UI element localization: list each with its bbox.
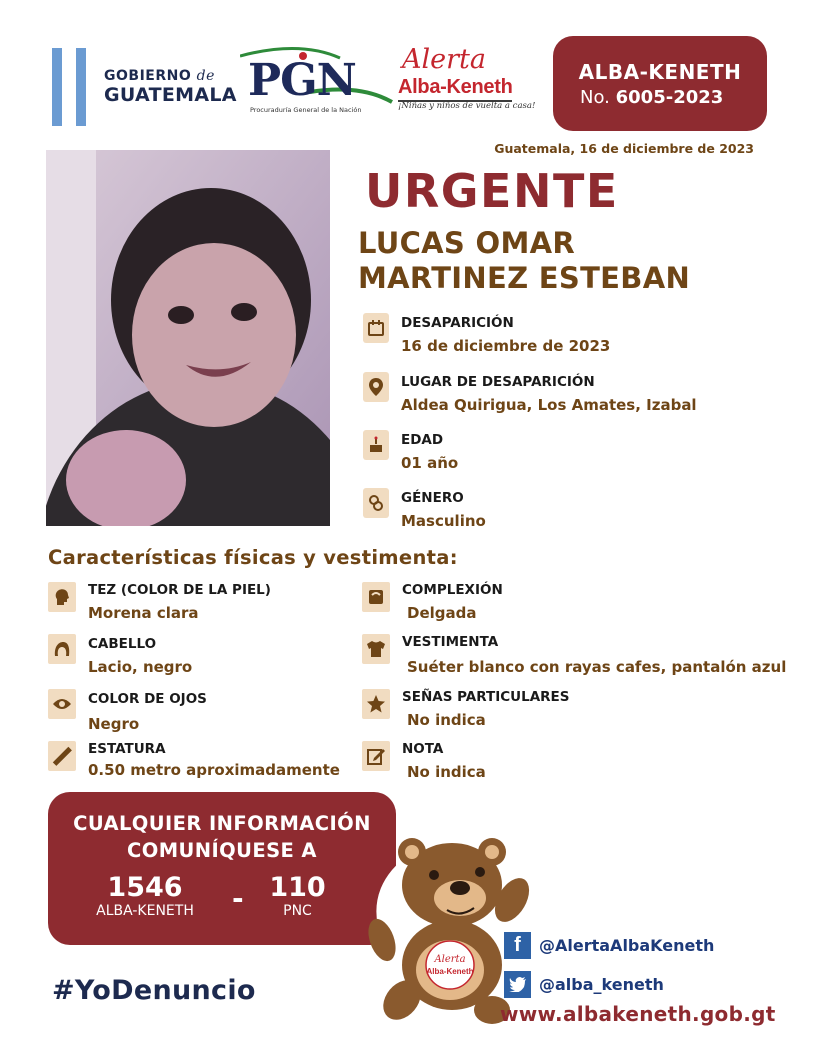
mascot-badge-word: Alerta [434,954,466,965]
twitter-bird-icon [504,971,531,998]
facebook-handle: @AlertaAlbaKeneth [539,936,715,955]
mascot-badge-name: Alba-Keneth [426,967,474,976]
contact-heading-line2: COMUNÍQUESE A [127,839,317,862]
twitter-link[interactable] [504,971,664,998]
urgent-heading: URGENTE [365,164,619,218]
char-value: Morena clara [88,604,199,622]
char-item-eye-color [48,689,207,733]
note-edit-icon [362,741,390,771]
cake-icon [363,430,389,460]
contact-heading [48,810,396,864]
photo-illustration [46,150,330,526]
char-item-height [48,741,340,779]
info-value: 16 de diciembre de 2023 [401,337,611,355]
info-value: Masculino [401,512,486,530]
location-pin-icon [363,372,389,402]
char-value: No indica [407,711,486,729]
bear-mascot-illustration [362,830,532,1030]
gender-icon [363,488,389,518]
twitter-handle: @alba_keneth [539,975,664,994]
info-item-age [363,430,459,472]
char-value: 0.50 metro aproximadamente [88,761,340,779]
facebook-link[interactable] [504,932,714,959]
char-label: NOTA [402,741,444,757]
char-item-hair [48,634,193,676]
ruler-icon [48,741,76,771]
char-value: Lacio, negro [88,658,193,676]
alert-badge-title: ALBA-KENETH [578,60,742,84]
char-item-skin [48,582,271,622]
info-label: EDAD [401,432,444,448]
hair-icon [48,634,76,664]
phone-number: 110 [269,872,326,903]
char-label: SEÑAS PARTICULARES [402,689,570,705]
person-name [358,226,690,296]
info-label: DESAPARICIÓN [401,315,514,331]
char-label: COMPLEXIÓN [402,582,503,598]
alerta-logo-word: Alerta [402,44,486,75]
hashtag: #YoDenuncio [52,975,256,1006]
char-label: CABELLO [88,636,157,652]
pgn-logo-subtitle: Procuraduría General de la Nación [250,106,362,114]
info-label: GÉNERO [401,490,464,506]
char-item-marks [362,689,570,729]
issue-date: Guatemala, 16 de diciembre de 2023 [494,141,754,156]
pgn-logo-text: PGN [248,55,356,106]
char-item-clothing [362,634,787,676]
char-value: Delgada [407,604,477,622]
head-profile-icon [48,582,76,612]
char-item-note [362,741,486,781]
calendar-icon [363,313,389,343]
contact-heading-line1: CUALQUIER INFORMACIÓN [73,812,371,835]
info-item-gender [363,488,486,530]
characteristics-heading: Características físicas y vestimenta: [48,546,458,569]
phone-alba-keneth [80,872,210,919]
eye-icon [48,689,76,719]
info-value: Aldea Quirigua, Los Amates, Izabal [401,396,697,414]
phone-label: ALBA-KENETH [96,903,194,919]
scale-icon [362,582,390,612]
government-logo-line1: GOBIERNO de [104,68,215,84]
person-name-line1: LUCAS OMAR [358,226,575,260]
char-label: COLOR DE OJOS [88,691,207,707]
alert-badge-number: No. 6005-2023 [580,87,724,108]
char-label: VESTIMENTA [402,634,499,650]
char-label: TEZ (COLOR DE LA PIEL) [88,582,271,598]
phone-separator: - [232,882,244,915]
facebook-icon: f [504,932,531,959]
info-item-location [363,372,697,414]
phone-label: PNC [283,903,312,919]
alerta-logo-name: Alba-Keneth [398,76,512,102]
alerta-logo-tagline: ¡Niñas y niños de vuelta a casa! [398,101,536,111]
char-label: ESTATURA [88,741,166,757]
char-item-build [362,582,503,622]
government-logo-bars [52,48,96,126]
info-value: 01 año [401,454,459,472]
missing-child-photo [46,150,330,526]
star-icon [362,689,390,719]
person-name-line2: MARTINEZ ESTEBAN [358,261,691,295]
info-label: LUGAR DE DESAPARICIÓN [401,374,595,390]
website-link[interactable]: www.albakeneth.gob.gt [500,1002,776,1026]
phone-number: 1546 [107,872,183,903]
info-item-disappearance [363,313,611,355]
char-value: No indica [407,763,486,781]
government-logo-line2: GUATEMALA [104,84,237,106]
phone-pnc [250,872,345,919]
char-value: Negro [88,715,140,733]
shirt-icon [362,634,390,664]
char-value: Suéter blanco con rayas cafes, pantalón azul [407,658,787,676]
